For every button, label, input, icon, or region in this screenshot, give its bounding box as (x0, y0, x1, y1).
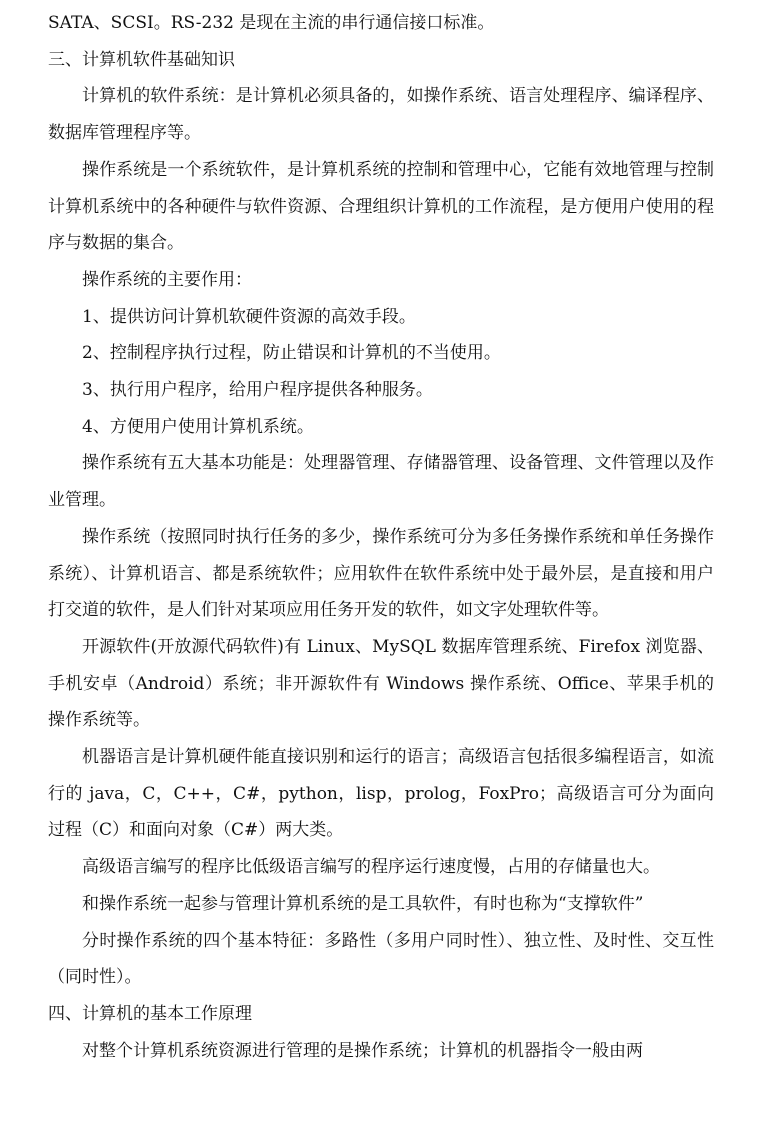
paragraph-time-sharing-features: 分时操作系统的四个基本特征：多路性（多用户同时性）、独立性、及时性、交互性（同时性）。 (48, 930, 714, 988)
paragraph-software-system: 计算机的软件系统：是计算机必须具备的，如操作系统、语言处理程序、编译程序、数据库管理程序等。 (48, 86, 714, 144)
paragraph-interface-standards: SATA、SCSI。RS-232 是现在主流的串行通信接口标准。 (48, 13, 495, 33)
paragraph-machine-and-high-level-languages: 机器语言是计算机硬件能直接识别和运行的语言；高级语言包括很多编程语言，如流行的 java，C，C++，C#，python，lisp，prolog，FoxPro；高级语言可分为面向过程（C）和面向对象（C#）两大类。 (48, 747, 714, 841)
section-heading-working-principle: 四、计算机的基本工作原理 (48, 1003, 252, 1024)
paragraph-resource-management: 对整个计算机系统资源进行管理的是操作系统；计算机的机器指令一般由两 (82, 1040, 643, 1061)
paragraph-support-software: 和操作系统一起参与管理计算机系统的是工具软件，有时也称为“支撑软件” (82, 893, 644, 914)
list-item-os-role-3: 3、执行用户程序，给用户程序提供各种服务。 (82, 380, 433, 401)
paragraph-os-main-roles-title: 操作系统的主要作用： (82, 269, 252, 290)
paragraph-os-five-functions: 操作系统有五大基本功能是：处理器管理、存储器管理、设备管理、文件管理以及作业管理。 (48, 453, 714, 511)
list-item-os-role-4: 4、方便用户使用计算机系统。 (82, 416, 314, 437)
paragraph-operating-system-definition: 操作系统是一个系统软件，是计算机系统的控制和管理中心，它能有效地管理与控制计算机系统中的各种硬件与软件资源、合理组织计算机的工作流程，是方便用户使用的程序与数据的集合。 (48, 159, 714, 254)
list-item-os-role-1: 1、提供访问计算机软硬件资源的高效手段。 (82, 306, 416, 327)
paragraph-open-source-software: 开源软件(开放源代码软件)有 Linux、MySQL 数据库管理系统、Firefox 浏览器、手机安卓（Android）系统；非开源软件有 Windows 操作系统、Office、苹果手机的操作系统等。 (48, 636, 714, 731)
section-heading-software-basics: 三、计算机软件基础知识 (48, 49, 235, 70)
list-item-os-role-2: 2、控制程序执行过程，防止错误和计算机的不当使用。 (82, 343, 501, 364)
paragraph-high-level-language-performance: 高级语言编写的程序比低级语言编写的程序运行速度慢，占用的存储量也大。 (82, 857, 660, 878)
paragraph-system-vs-application-software: 操作系统（按照同时执行任务的多少，操作系统可分为多任务操作系统和单任务操作系统）、计算机语言、都是系统软件；应用软件在软件系统中处于最外层，是直接和用户打交道的软件，是人们针对某项应用任务开发的软件，如文字处理软件等。 (48, 526, 714, 621)
